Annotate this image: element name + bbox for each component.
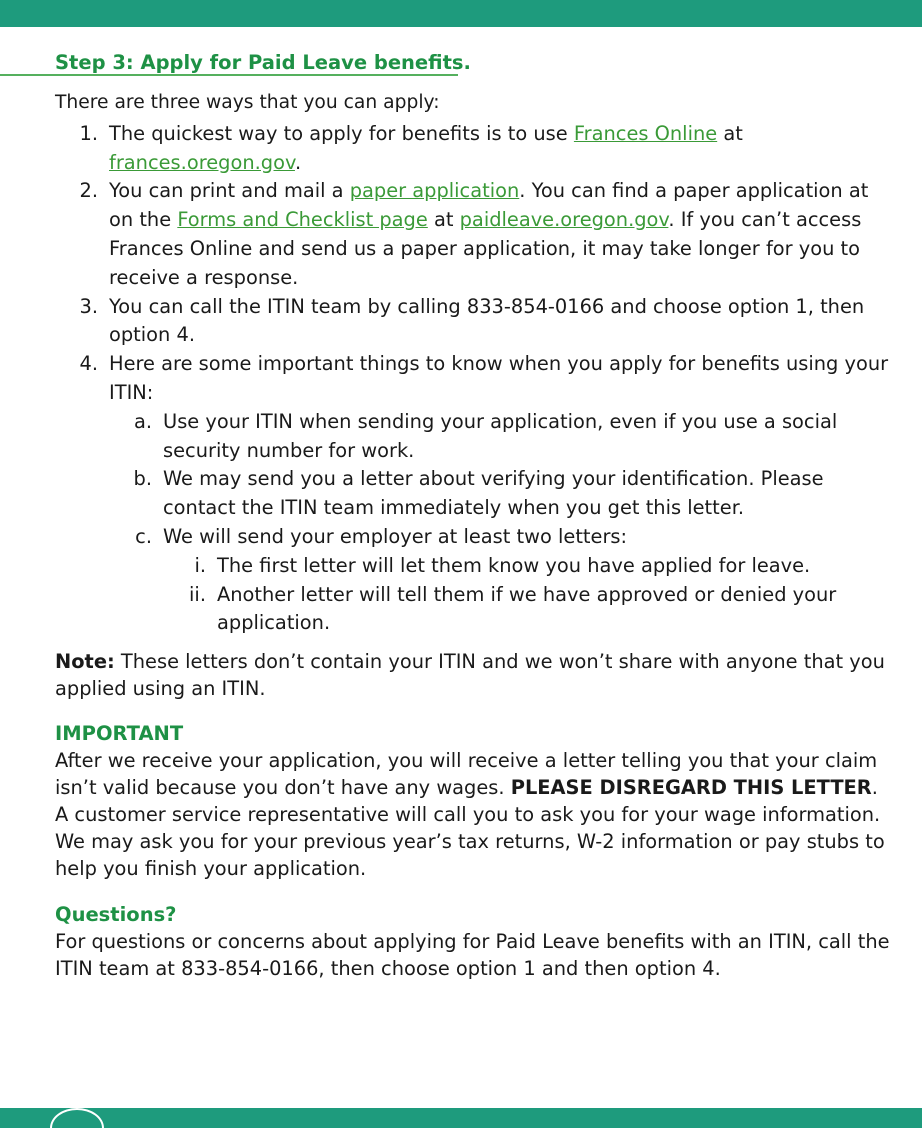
page-content bbox=[55, 50, 895, 982]
item-text: . bbox=[294, 150, 302, 174]
forms-checklist-link[interactable]: Forms and Checklist page bbox=[177, 208, 428, 232]
list-marker: i. bbox=[194, 553, 206, 577]
list-item-b bbox=[109, 465, 895, 523]
disregard-notice: PLEASE DISREGARD THIS LETTER bbox=[510, 776, 872, 800]
top-banner-bar bbox=[0, 0, 922, 27]
apply-methods-list bbox=[55, 120, 895, 638]
item-text: . You can find a paper application at on the bbox=[109, 179, 869, 232]
questions-heading: Questions? bbox=[55, 903, 177, 927]
item-text: Here are some important things to know when you apply for benefits using your ITIN: bbox=[109, 352, 889, 404]
list-item-4 bbox=[55, 350, 895, 638]
important-text: . A customer service representative will call you to ask you for your wage information. We may ask you for your previous year’s tax returns, W-2 information or pay stubs to help you finish your application. bbox=[55, 776, 885, 881]
step-heading: Step 3: Apply for Paid Leave benefits. bbox=[55, 51, 471, 74]
list-marker: b. bbox=[133, 467, 152, 491]
list-marker: c. bbox=[135, 524, 152, 548]
list-marker: a. bbox=[133, 409, 152, 433]
note-text: These letters don’t contain your ITIN and we won’t share with anyone that you applied using an ITIN. bbox=[55, 650, 885, 701]
logo-circle-icon bbox=[50, 1108, 104, 1128]
list-item-3 bbox=[55, 293, 895, 351]
item-text: You can call the ITIN team by calling 833-854-0166 and choose option 1, then option 4. bbox=[109, 294, 865, 347]
list-marker: 2. bbox=[79, 179, 98, 203]
list-marker: ii. bbox=[189, 582, 206, 606]
note-label: Note: bbox=[55, 650, 115, 674]
paidleave-oregon-gov-link[interactable]: paidleave.oregon.gov bbox=[459, 208, 669, 232]
employer-letters-list bbox=[163, 552, 895, 638]
item-text: We will send your employer at least two letters: bbox=[163, 524, 628, 548]
list-item-c bbox=[109, 523, 895, 638]
list-item-ii bbox=[163, 581, 895, 639]
itin-tips-list bbox=[109, 408, 895, 638]
item-text: You can print and mail a bbox=[109, 179, 350, 203]
item-text: We may send you a letter about verifying your identification. Please contact the ITIN team immediately when you get this letter. bbox=[163, 467, 824, 520]
item-text: at bbox=[717, 121, 743, 145]
important-paragraph bbox=[55, 747, 895, 882]
item-text: . If you can’t access Frances Online and send us a paper application, it may take longer for you to receive a response. bbox=[109, 208, 862, 289]
bottom-banner-bar bbox=[0, 1108, 922, 1128]
note-paragraph bbox=[55, 648, 895, 702]
frances-oregon-gov-link[interactable]: frances.oregon.gov bbox=[109, 150, 295, 174]
frances-online-link[interactable]: Frances Online bbox=[573, 121, 718, 145]
item-text: The quickest way to apply for benefits is to use bbox=[109, 121, 574, 145]
list-item-2 bbox=[55, 177, 895, 292]
intro-text: There are three ways that you can apply: bbox=[55, 92, 440, 113]
item-text: Another letter will tell them if we have approved or denied your application. bbox=[217, 582, 837, 635]
item-text: The first letter will let them know you have applied for leave. bbox=[217, 553, 811, 577]
list-marker: 4. bbox=[79, 352, 98, 376]
list-marker: 3. bbox=[79, 294, 98, 318]
important-text: After we receive your application, you will receive a letter telling you that your claim isn’t valid because you don’t have any wages. bbox=[55, 749, 878, 800]
important-heading: IMPORTANT bbox=[55, 722, 184, 746]
list-item-i bbox=[163, 552, 895, 581]
list-marker: 1. bbox=[79, 121, 98, 145]
list-item-1 bbox=[55, 120, 895, 178]
questions-paragraph: For questions or concerns about applying for Paid Leave benefits with an ITIN, call the ITIN team at 833-854-0166, then choose option 1 and then option 4. bbox=[55, 930, 890, 981]
paper-application-link[interactable]: paper application bbox=[349, 179, 520, 203]
item-text: Use your ITIN when sending your application, even if you use a social security number for work. bbox=[163, 409, 838, 462]
item-text: at bbox=[427, 208, 460, 232]
list-item-a bbox=[109, 408, 895, 466]
